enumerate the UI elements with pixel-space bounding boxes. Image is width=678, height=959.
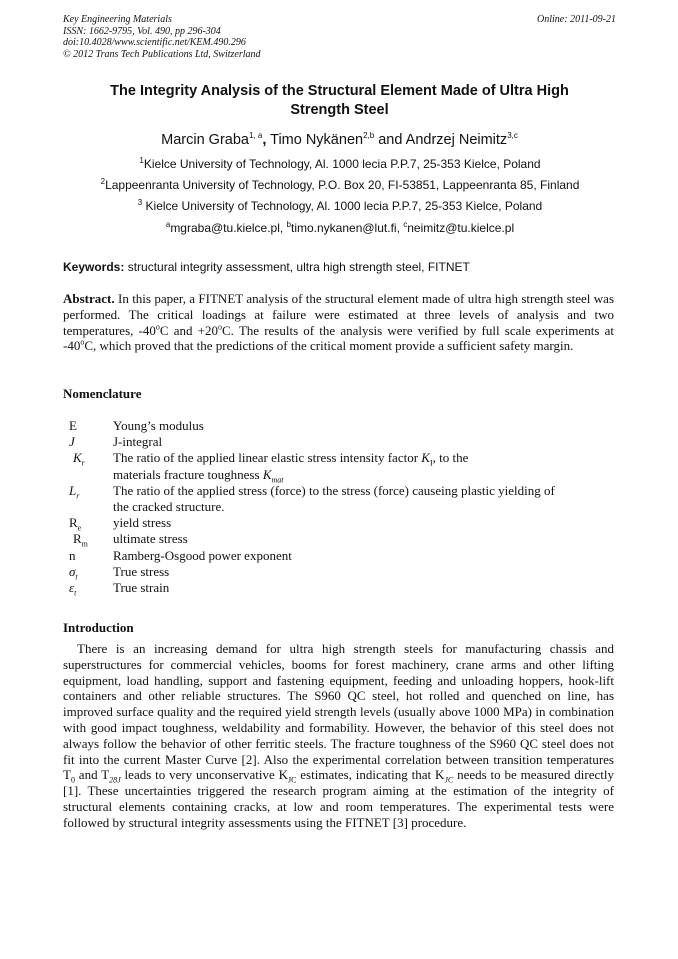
nomenclature-row <box>63 434 623 450</box>
subscript: 0 <box>70 775 75 785</box>
affiliation-1 <box>40 157 640 171</box>
affiliation-3-text: Kielce University of Technology, Al. 1000 lecia P.P.7, 25-353 Kielce, Poland <box>142 199 543 213</box>
email-a: mgraba@tu.kielce.pl, <box>170 221 287 235</box>
nomenclature-symbol <box>63 483 113 515</box>
nomenclature-row <box>63 483 623 515</box>
title-line-2: Strength Steel <box>290 102 389 118</box>
paragraph-text: estimates, indicating that K <box>296 767 445 783</box>
definition-text: materials fracture toughness <box>113 466 263 482</box>
paper-title <box>63 82 616 120</box>
nomenclature-symbol <box>63 450 113 482</box>
nomenclature-symbol: E <box>69 418 77 433</box>
symbol-main: σ <box>69 563 76 579</box>
degree-mark: o <box>155 322 160 332</box>
degree-mark: o <box>80 338 85 348</box>
affiliation-3-mark: 3 <box>137 198 143 207</box>
nomenclature-row <box>63 450 623 485</box>
email-a-mark: a <box>165 220 171 229</box>
paragraph-text: needs to be measured directly [1]. These uncertainties triggered the research program aiming at the estimation of the integrity of structural elements containing cracks, at low and room temperatures. The experimental tests were followed by structural integrity assessments using the FITNET [3] procedure. <box>63 767 614 830</box>
introduction-paragraph <box>63 641 614 831</box>
nomenclature-symbol <box>63 564 113 580</box>
abstract-text: C. The results of the analysis were verified by full scale experiments at -40 <box>63 322 614 354</box>
author-3: and Andrzej Neimitz <box>374 132 508 148</box>
symbol-main: K <box>421 450 430 466</box>
nomenclature-symbol <box>63 531 113 550</box>
nomenclature-definition <box>113 483 623 515</box>
title-line-1: The Integrity Analysis of the Structural Element Made of Ultra High <box>110 83 569 99</box>
nomenclature-definition: yield stress <box>113 515 172 531</box>
author-3-affil: 3,c <box>507 131 518 141</box>
nomenclature-symbol: n <box>69 547 76 563</box>
paragraph-text: leads to very unconservative K <box>120 767 288 783</box>
abstract-text: C, which proved that the predictions of the critical moment provide a sufficient safety margin. <box>84 338 574 354</box>
nomenclature-row <box>63 564 623 580</box>
subscript: JC <box>444 775 454 785</box>
nomenclature-definition: J-integral <box>113 434 163 450</box>
affiliation-2-mark: 2 <box>100 177 106 186</box>
affiliation-2 <box>40 178 640 192</box>
symbol-main: K <box>73 450 82 466</box>
symbol-main: R <box>69 515 78 531</box>
abstract <box>63 291 614 354</box>
author-2-affil: 2,b <box>363 131 375 141</box>
nomenclature-definition <box>113 450 623 485</box>
symbol-main: K <box>262 466 272 482</box>
introduction-heading: Introduction <box>63 620 134 635</box>
abstract-text: C and +20 <box>159 322 218 338</box>
author-separator: , <box>262 132 267 148</box>
symbol-sub: t <box>74 588 77 598</box>
nomenclature-definition: Ramberg-Osgood power exponent <box>113 547 292 563</box>
definition-text: The ratio of the applied linear elastic stress intensity factor <box>113 450 422 466</box>
symbol-main: L <box>69 482 77 498</box>
definition-text: The ratio of the applied stress (force) to the stress (force) causeing plastic yielding of <box>113 482 555 498</box>
nomenclature-symbol <box>63 515 113 531</box>
nomenclature-symbol: J <box>69 434 75 450</box>
definition-text: , to the <box>432 450 469 466</box>
nomenclature-heading: Nomenclature <box>63 386 142 401</box>
symbol-sub: mat <box>271 475 284 485</box>
journal-name: Key Engineering Materials <box>63 14 172 25</box>
definition-text: the cracked structure. <box>113 499 225 515</box>
symbol-sub: e <box>77 523 82 533</box>
nomenclature-definition: Young’s modulus <box>113 418 204 433</box>
email-c: neimitz@tu.kielce.pl <box>407 221 515 235</box>
issn-line: ISSN: 1662-9795, Vol. 490, pp 296-304 <box>63 25 221 37</box>
author-2: Timo Nykänen <box>266 132 364 148</box>
nomenclature-row <box>63 548 623 564</box>
affiliation-2-text: Lappeenranta University of Technology, P.O. Box 20, FI-53851, Lappeenranta 85, Finland <box>105 178 580 192</box>
nomenclature-row <box>63 531 623 550</box>
symbol-main: ε <box>69 580 75 596</box>
symbol-sub: r <box>81 459 85 468</box>
affiliation-1-mark: 1 <box>139 156 144 165</box>
keywords-label: Keywords: <box>63 260 125 274</box>
author-list <box>63 131 616 149</box>
journal-header <box>63 14 616 60</box>
keywords <box>63 260 616 274</box>
nomenclature-symbol <box>63 580 113 596</box>
nomenclature-definition: True strain <box>113 580 170 596</box>
author-emails <box>40 221 640 235</box>
author-1: Marcin Graba <box>161 132 249 148</box>
email-b: timo.nykanen@lut.fi, <box>291 221 404 235</box>
symbol-sub: I <box>429 459 433 468</box>
email-b-mark: b <box>286 220 291 229</box>
abstract-text: In this paper, a FITNET analysis of the structural element made of ultra high strength steel was performed. The critical loadings at failure were estimated at three levels of analysis and two temperatures, -40 <box>63 291 614 338</box>
symbol-sub: t <box>75 572 78 582</box>
symbol-sub: r <box>76 491 80 501</box>
affiliation-1-text: Kielce University of Technology, Al. 1000 lecia P.P.7, 25-353 Kielce, Poland <box>143 157 541 171</box>
copyright-line: © 2012 Trans Tech Publications Ltd, Switzerland <box>63 48 261 60</box>
degree-mark: o <box>217 322 222 332</box>
author-1-affil: 1, a <box>248 131 263 141</box>
nomenclature-definition: True stress <box>113 563 170 579</box>
abstract-label: Abstract. <box>63 291 115 306</box>
nomenclature-row <box>63 580 623 596</box>
symbol-main: R <box>73 531 82 547</box>
online-date: Online: 2011-09-21 <box>537 14 616 25</box>
nomenclature-row <box>63 515 623 531</box>
subscript: JC <box>287 775 297 785</box>
nomenclature-list <box>63 418 623 596</box>
keywords-text: structural integrity assessment, ultra high strength steel, FITNET <box>124 260 470 274</box>
affiliation-3 <box>40 199 640 213</box>
paragraph-text: and T <box>74 767 110 783</box>
paragraph-text: There is an increasing demand for ultra high strength steels for manufacturing chassis and superstructures for commercial vehicles, booms for forest machinery, crane arms and other lifting equipment, load handling, support and fastening equipment, feeding and unloading hoppers, hook-lift containers and other reliable structures. The S960 QC steel, hot rolled and quenched on line, has improved surface quality and the required yield strength levels (usually above 1000 MPa) in combination with good impact toughness, weldability and formability. However, the behavior of this steel does not always follow the behavior of other ferritic steels. The fracture toughness of the S960 QC steel does not fit into the current Master Curve [2]. Also the experimental correlation between transition temperatures T <box>63 641 614 783</box>
subscript: 28J <box>109 775 121 785</box>
email-c-mark: c <box>403 220 408 229</box>
nomenclature-definition: ultimate stress <box>113 531 188 547</box>
nomenclature-row <box>63 418 623 434</box>
symbol-sub: m <box>81 540 88 550</box>
doi-line: doi:10.4028/www.scientific.net/KEM.490.296 <box>63 37 246 48</box>
